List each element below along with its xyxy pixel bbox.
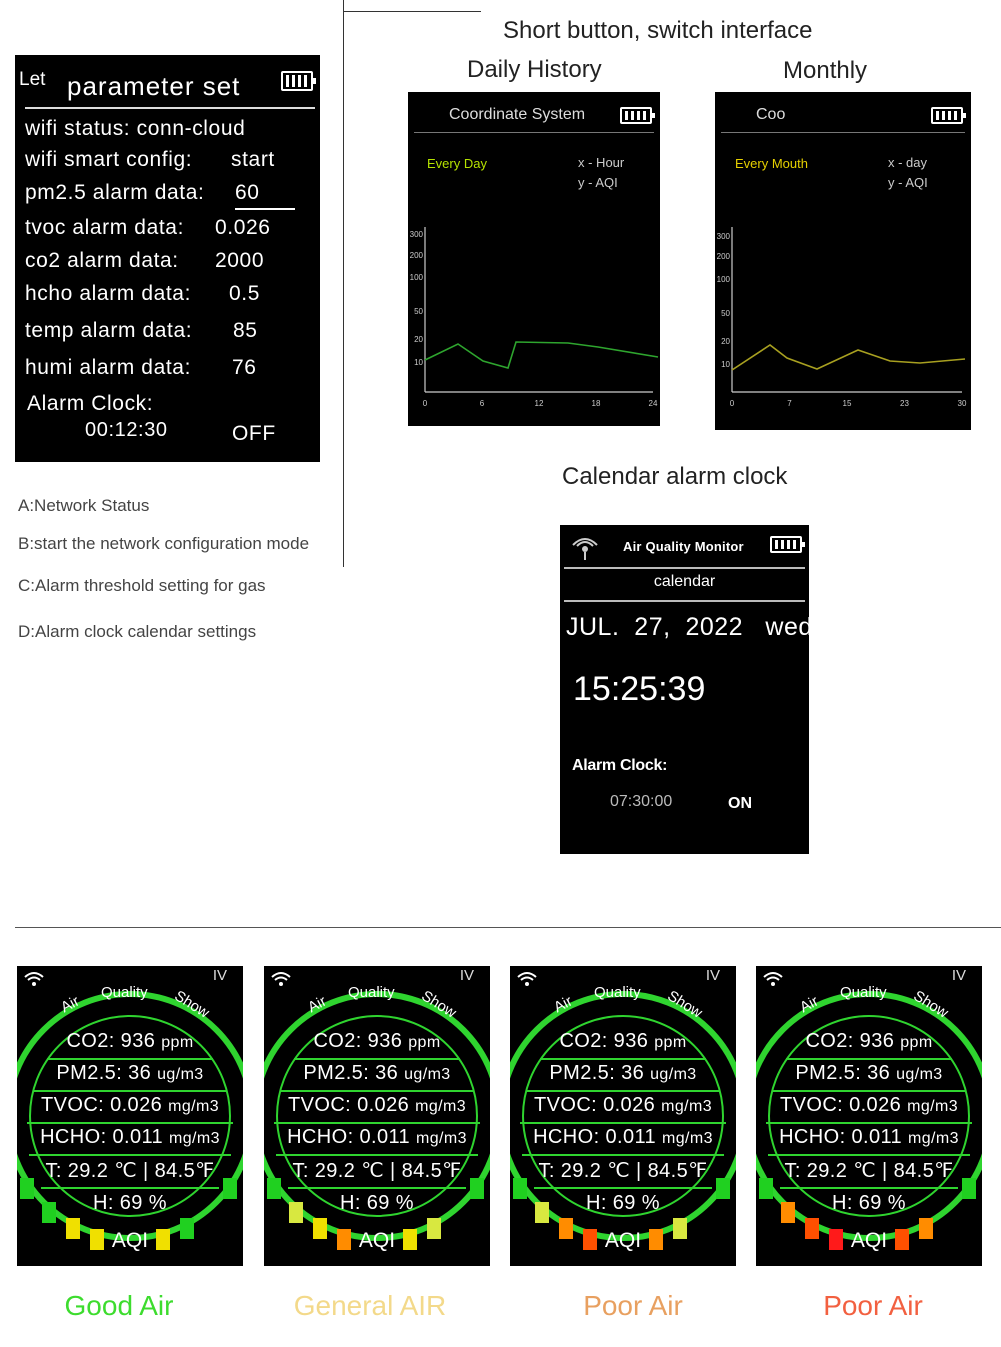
y-tick-label: 10 bbox=[721, 360, 730, 369]
y-tick-label: 50 bbox=[414, 307, 423, 316]
title-divider bbox=[25, 107, 315, 109]
aqi-level-bar bbox=[895, 1229, 909, 1250]
air-quality-screen bbox=[510, 966, 736, 1266]
aqi-level-bar bbox=[42, 1202, 56, 1223]
battery-icon bbox=[770, 536, 802, 553]
aqi-level-bar bbox=[805, 1218, 819, 1239]
param-value: 2000 bbox=[215, 249, 265, 272]
corner-label: IV bbox=[705, 967, 720, 984]
row-divider bbox=[780, 1187, 958, 1189]
pm25-reading: PM2.5: 36 ug/m3 bbox=[56, 1062, 204, 1084]
row-divider bbox=[526, 1090, 720, 1092]
arc-label-quality: Quality bbox=[348, 984, 395, 1001]
air-quality-screen bbox=[17, 966, 243, 1266]
parameter-set-title: parameter set bbox=[67, 71, 241, 101]
temperature-reading: T: 29.2 ℃ | 84.5℉ bbox=[292, 1160, 462, 1182]
param-value: 85 bbox=[233, 319, 258, 342]
history-line bbox=[425, 342, 658, 368]
alarm-clock-state[interactable]: ON bbox=[728, 795, 752, 812]
aqi-level-bar bbox=[289, 1202, 303, 1223]
param-row-pm25[interactable]: pm2.5 alarm data: 60 bbox=[25, 181, 204, 205]
row-divider bbox=[47, 1058, 213, 1060]
wifi-icon bbox=[516, 970, 538, 988]
y-tick-label: 100 bbox=[716, 275, 730, 284]
aqi-level-bar bbox=[180, 1218, 194, 1239]
alarm-clock-label: Alarm Clock: bbox=[27, 392, 154, 415]
y-tick-label: 50 bbox=[721, 309, 730, 318]
aqi-level-bar bbox=[759, 1178, 773, 1199]
param-value: start bbox=[231, 148, 275, 171]
alarm-clock-time[interactable]: 07:30:00 bbox=[610, 793, 673, 810]
x-tick-label: 0 bbox=[422, 399, 428, 408]
co2-reading: CO2: 936 ppm bbox=[805, 1030, 933, 1052]
x-tick-label: 15 bbox=[842, 399, 852, 408]
row-divider bbox=[294, 1058, 460, 1060]
aqi-level-bar bbox=[66, 1218, 80, 1239]
arc-label-air: Air bbox=[58, 992, 83, 1017]
subtitle-divider bbox=[564, 600, 805, 602]
y-tick-label: 20 bbox=[721, 337, 730, 346]
y-tick-label: 20 bbox=[414, 335, 423, 344]
param-value: 0.5 bbox=[229, 282, 260, 305]
air-quality-screen bbox=[264, 966, 490, 1266]
screen-title: Coordinate System bbox=[449, 106, 586, 123]
humidity-reading: H: 69 % bbox=[340, 1192, 414, 1214]
aqi-level-bar bbox=[583, 1229, 597, 1250]
calendar-time: 15:25:39 bbox=[573, 670, 706, 708]
aqi-label: AQI bbox=[604, 1229, 642, 1252]
aqi-level-bar bbox=[403, 1229, 417, 1250]
corner-label: IV bbox=[212, 967, 227, 984]
param-row-humi[interactable]: humi alarm data: 76 bbox=[25, 356, 257, 379]
row-divider bbox=[288, 1187, 466, 1189]
param-row-wifi-config[interactable]: wifi smart config: start bbox=[25, 148, 275, 171]
calendar-screen bbox=[560, 525, 821, 854]
daily-history-chart bbox=[408, 92, 660, 426]
tvoc-reading: TVOC: 0.026 mg/m3 bbox=[288, 1094, 466, 1116]
aqi-level-bar bbox=[829, 1229, 843, 1250]
air-quality-caption: Poor Air bbox=[583, 1290, 683, 1321]
hcho-reading: HCHO: 0.011 mg/m3 bbox=[40, 1126, 220, 1148]
alarm-clock-state[interactable]: OFF bbox=[232, 422, 276, 445]
x-tick-label: 0 bbox=[729, 399, 735, 408]
row-divider bbox=[29, 1154, 231, 1156]
history-line bbox=[732, 345, 965, 370]
wifi-icon bbox=[23, 970, 45, 988]
x-tick-label: 24 bbox=[648, 399, 658, 408]
x-tick-label: 23 bbox=[900, 399, 909, 408]
aqi-label: AQI bbox=[850, 1229, 888, 1252]
humidity-reading: H: 69 % bbox=[586, 1192, 660, 1214]
note-alarm-threshold: C:Alarm threshold setting for gas bbox=[18, 576, 266, 595]
calendar-section-title: Calendar alarm clock bbox=[562, 463, 788, 490]
tvoc-reading: TVOC: 0.026 mg/m3 bbox=[780, 1094, 958, 1116]
aqi-level-bar bbox=[337, 1229, 351, 1250]
row-divider bbox=[280, 1090, 474, 1092]
param-value: 76 bbox=[232, 356, 257, 379]
wifi-icon bbox=[270, 970, 292, 988]
row-divider bbox=[540, 1058, 706, 1060]
aqi-level-bar bbox=[649, 1229, 663, 1250]
param-row-wifi-status: wifi status: conn-cloud bbox=[25, 117, 246, 140]
pm25-reading: PM2.5: 36 ug/m3 bbox=[549, 1062, 697, 1084]
row-divider bbox=[786, 1058, 952, 1060]
aqi-level-bar bbox=[267, 1178, 281, 1199]
row-divider bbox=[772, 1090, 966, 1092]
corner-label: IV bbox=[459, 967, 474, 984]
hcho-reading: HCHO: 0.011 mg/m3 bbox=[287, 1126, 467, 1148]
arc-label-quality: Quality bbox=[594, 984, 641, 1001]
arc-label-show: Show bbox=[664, 987, 706, 1022]
aqi-level-bar bbox=[781, 1202, 795, 1223]
temperature-reading: T: 29.2 ℃ | 84.5℉ bbox=[784, 1160, 954, 1182]
y-tick-label: 300 bbox=[409, 230, 423, 239]
vertical-divider bbox=[343, 0, 344, 567]
co2-reading: CO2: 936 ppm bbox=[313, 1030, 441, 1052]
air-quality-caption: General AIR bbox=[293, 1290, 447, 1321]
mode-label: Every Mouth bbox=[735, 156, 808, 171]
aqi-level-bar bbox=[223, 1178, 237, 1199]
y-tick-label: 300 bbox=[716, 232, 730, 241]
y-tick-label: 10 bbox=[414, 358, 423, 367]
arc-label-quality: Quality bbox=[101, 984, 148, 1001]
aqi-level-bar bbox=[470, 1178, 484, 1199]
y-axis-label: y - AQI bbox=[578, 175, 618, 190]
note-network-status: A:Network Status bbox=[18, 496, 150, 515]
arc-label-quality: Quality bbox=[840, 984, 887, 1001]
aqi-label: AQI bbox=[111, 1229, 149, 1252]
mode-label: Every Day bbox=[427, 156, 487, 171]
aqi-level-bar bbox=[535, 1202, 549, 1223]
battery-icon bbox=[281, 71, 313, 91]
monthly-history-chart bbox=[715, 92, 971, 430]
calendar-date: JUL. 27, 2022 wed. bbox=[566, 613, 821, 641]
humidity-reading: H: 69 % bbox=[93, 1192, 167, 1214]
arc-label-air: Air bbox=[305, 992, 330, 1017]
app-header-title: Air Quality Monitor bbox=[623, 539, 744, 554]
param-row-co2[interactable]: co2 alarm data: 2000 bbox=[25, 249, 265, 272]
row-divider bbox=[41, 1187, 219, 1189]
let-label: Let bbox=[19, 69, 46, 90]
x-tick-label: 6 bbox=[479, 399, 485, 408]
air-quality-screen bbox=[756, 966, 982, 1266]
arc-label-show: Show bbox=[171, 987, 213, 1022]
pm25-reading: PM2.5: 36 ug/m3 bbox=[303, 1062, 451, 1084]
humidity-reading: H: 69 % bbox=[832, 1192, 906, 1214]
screen-title: Coo bbox=[756, 106, 786, 123]
param-row-temp[interactable]: temp alarm data: 85 bbox=[25, 319, 258, 342]
arc-label-show: Show bbox=[418, 987, 460, 1022]
arc-label-air: Air bbox=[551, 992, 576, 1017]
aqi-level-bar bbox=[673, 1218, 687, 1239]
wifi-icon bbox=[762, 970, 784, 988]
temperature-reading: T: 29.2 ℃ | 84.5℉ bbox=[538, 1160, 708, 1182]
daily-history-title: Daily History bbox=[467, 56, 602, 83]
aqi-level-bar bbox=[962, 1178, 976, 1199]
corner-label: IV bbox=[951, 967, 966, 984]
arc-label-air: Air bbox=[797, 992, 822, 1017]
row-divider bbox=[33, 1090, 227, 1092]
air-quality-caption: Good Air bbox=[64, 1290, 174, 1321]
x-tick-label: 18 bbox=[591, 399, 601, 408]
row-divider bbox=[276, 1154, 478, 1156]
calendar-subtitle: calendar bbox=[653, 573, 716, 590]
arc-label-show: Show bbox=[910, 987, 952, 1022]
alarm-clock-time[interactable]: 00:12:30 bbox=[85, 419, 168, 441]
row-divider bbox=[520, 1122, 726, 1124]
note-alarm-calendar: D:Alarm clock calendar settings bbox=[18, 622, 257, 641]
param-row-hcho[interactable]: hcho alarm data: 0.5 bbox=[25, 282, 260, 305]
y-tick-label: 200 bbox=[716, 252, 730, 261]
monthly-history-screen bbox=[715, 92, 971, 430]
hcho-reading: HCHO: 0.011 mg/m3 bbox=[533, 1126, 713, 1148]
x-axis-label: x - day bbox=[888, 155, 928, 170]
aqi-level-bar bbox=[427, 1218, 441, 1239]
aqi-label: AQI bbox=[358, 1229, 396, 1252]
x-tick-label: 30 bbox=[957, 399, 967, 408]
air-quality-caption: Poor Air bbox=[823, 1290, 923, 1321]
row-divider bbox=[534, 1187, 712, 1189]
row-divider bbox=[768, 1154, 970, 1156]
aqi-level-bar bbox=[513, 1178, 527, 1199]
param-row-tvoc[interactable]: tvoc alarm data: 0.026 bbox=[25, 216, 271, 239]
temperature-reading: T: 29.2 ℃ | 84.5℉ bbox=[45, 1160, 215, 1182]
header-text: Short button, switch interface bbox=[503, 17, 813, 44]
note-network-config: B:start the network configuration mode bbox=[18, 534, 310, 553]
row-divider bbox=[522, 1154, 724, 1156]
alarm-clock-label: Alarm Clock: bbox=[572, 757, 668, 774]
monthly-title: Monthly bbox=[783, 57, 868, 84]
row-divider bbox=[766, 1122, 972, 1124]
aqi-level-bar bbox=[20, 1178, 34, 1199]
aqi-level-bar bbox=[559, 1218, 573, 1239]
parameter-set-screen bbox=[15, 55, 320, 462]
param-value: 60 bbox=[235, 181, 295, 210]
tvoc-reading: TVOC: 0.026 mg/m3 bbox=[41, 1094, 219, 1116]
row-divider bbox=[274, 1122, 480, 1124]
aqi-level-bar bbox=[90, 1229, 104, 1250]
x-tick-label: 12 bbox=[534, 399, 544, 408]
aqi-level-bar bbox=[313, 1218, 327, 1239]
air-quality-logo-icon bbox=[570, 533, 600, 563]
aqi-level-bar bbox=[716, 1178, 730, 1199]
x-tick-label: 7 bbox=[787, 399, 792, 408]
co2-reading: CO2: 936 ppm bbox=[66, 1030, 194, 1052]
aqi-level-bar bbox=[919, 1218, 933, 1239]
section-separator bbox=[15, 927, 1001, 928]
daily-history-screen bbox=[408, 92, 660, 426]
y-tick-label: 100 bbox=[409, 273, 423, 282]
pm25-reading: PM2.5: 36 ug/m3 bbox=[795, 1062, 943, 1084]
aqi-level-bar bbox=[156, 1229, 170, 1250]
param-value: 0.026 bbox=[215, 216, 271, 239]
row-divider bbox=[27, 1122, 233, 1124]
tvoc-reading: TVOC: 0.026 mg/m3 bbox=[534, 1094, 712, 1116]
header-divider bbox=[564, 567, 805, 569]
co2-reading: CO2: 936 ppm bbox=[559, 1030, 687, 1052]
y-tick-label: 200 bbox=[409, 251, 423, 260]
hcho-reading: HCHO: 0.011 mg/m3 bbox=[779, 1126, 959, 1148]
x-axis-label: x - Hour bbox=[578, 155, 625, 170]
y-axis-label: y - AQI bbox=[888, 175, 928, 190]
top-divider bbox=[343, 11, 481, 12]
